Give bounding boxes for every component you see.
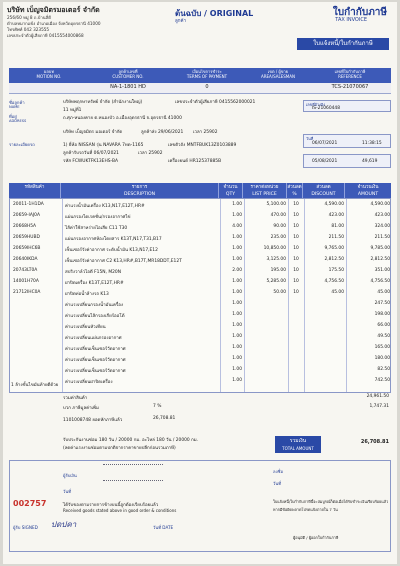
cell-desc: ไส้ค่าใช้สาหร่ายไอเสีย C11 T30 <box>65 226 128 231</box>
mileage: 49,619 <box>362 159 378 164</box>
col-header-code: รหัสสินค้า <box>9 183 61 198</box>
cell-code: 20659IHC6B <box>13 246 41 251</box>
cell-qty: 2.00 <box>232 268 242 273</box>
meta-header-cell: ลูกค้าเลขที่ CUSTOMER NO. <box>112 69 144 79</box>
cell-disc: 175.50 <box>328 268 344 273</box>
cell-desc: สปริงวาล์วไอดี F15N, M20N <box>65 270 121 275</box>
warranty-note-2: (ลดค่าแรงงานซ่อมตามปกติจากราคาขายปลีกก่อนรวมภาษี) <box>63 446 176 451</box>
cell-qty: 1.00 <box>232 345 242 350</box>
time-value: 11:38:15 <box>362 141 382 146</box>
cell-qty: 1.00 <box>232 257 242 262</box>
cell-code: 20668H5A <box>13 224 37 229</box>
cell-amt: 247.50 <box>374 301 390 306</box>
vehicle-vin: เลขตัวถัง MNTFBUK13Z0103889 <box>168 143 237 148</box>
invoice-page <box>3 2 397 564</box>
cell-amt: 351.00 <box>374 268 390 273</box>
service-date: ลูกค้ารับรถวันที่ 06/07/2021 <box>63 151 119 156</box>
col-header-description: รายการ DESCRIPTION <box>61 183 219 198</box>
tax-invoice-title: ใบกำกับภาษี <box>332 7 387 18</box>
cell-amt: 198.00 <box>374 312 390 317</box>
original-label: ต้นฉบับ / ORIGINAL <box>175 9 254 18</box>
cell-code: 20640IKDA <box>13 257 38 262</box>
cell-amt: 82.50 <box>377 367 390 372</box>
meta-header-cell: ผลบท MOTION NO. <box>36 69 62 79</box>
cell-pct: 10 <box>293 268 299 273</box>
items-table-header <box>9 183 391 198</box>
cell-desc: ฝาปิดท่อน้ำล้างรถ K13 <box>65 292 109 297</box>
customer-address-2: ถ.ศุภ-หนองคาย ต.หนองบัว อ.เมืองอุดรธานี จ.อุดรธานี 41000 <box>63 116 182 121</box>
cell-desc: ค่าแรงเปลี่ยนหัวเทียน <box>65 325 106 330</box>
vat-percent: 7 % <box>153 404 162 409</box>
cell-desc: ค่าแรงเปลี่ยนกรองน้ำมันเครื่อง <box>65 303 124 308</box>
reference-box <box>303 100 391 112</box>
meta-value-row <box>9 83 391 94</box>
cell-pct: 10 <box>293 213 299 218</box>
date2-label: วันที่ <box>273 481 281 486</box>
date-label: วันที่ <box>306 136 314 141</box>
cell-disc: 211.50 <box>328 235 344 240</box>
receiver-date-line <box>103 480 163 481</box>
cell-pct: 10 <box>293 224 299 229</box>
cell-code: 21712IHC0A <box>13 290 41 295</box>
cell-amt: 49.50 <box>377 334 390 339</box>
cell-qty: 1.00 <box>232 312 242 317</box>
subtotal-value: 24,961.50 <box>366 394 389 399</box>
cell-price: 5,285.00 <box>266 279 286 284</box>
copy-label: ใบแจ้งหนี้/ใบกำกับภาษี <box>297 38 389 50</box>
signature: ปดปคา <box>51 520 77 529</box>
receiver-line <box>103 464 163 465</box>
col-header-amount: จำนวนเงิน AMOUNT <box>357 185 379 197</box>
customer-address-label-en: ADDRESS <box>9 119 27 123</box>
meta-value: 0 <box>205 84 209 90</box>
cell-desc: ค่าแรงเปลี่ยนฝาปิดเครื่อง <box>65 380 113 385</box>
cell-disc: 4,756.50 <box>324 279 344 284</box>
net-code: 1101008748 ยอดหักภาษีแล้ว <box>63 418 123 423</box>
meta-header-bar <box>9 68 391 83</box>
signed-label: ผู้รับ SIGNED <box>13 525 38 530</box>
cell-code: 20011-1H1DA <box>13 202 44 207</box>
tax-invoice-title-en: TAX INVOICE <box>335 17 367 23</box>
receiver-label: ผู้รับเงิน <box>63 473 77 478</box>
cell-price: 50.00 <box>273 290 286 295</box>
dealer-time: เวลา 25902 <box>193 130 218 135</box>
cell-qty: 1.00 <box>232 290 242 295</box>
col-header-discount: ส่วนลด DISCOUNT <box>303 183 345 198</box>
meta-header-cell: เงื่อนไขการชำระ TERMS OF PAYMENT <box>186 69 228 79</box>
cell-pct: 10 <box>293 202 299 207</box>
engine-number: เครื่องยนต์ HR12537885B <box>168 159 222 164</box>
total-amount-value: 26,708.81 <box>360 439 389 445</box>
customer-address-1: 11 หมู่ที่1 <box>63 108 82 113</box>
vehicle-info: 1) ยี่ห้อ NISSAN รุ่น NAVARA 7ทด-1165 <box>63 143 144 148</box>
table-row <box>10 375 390 387</box>
cell-amt: 2,812.50 <box>370 257 390 262</box>
stamp-text: 1 ล้างขั้นไขมันท้ายดีด้วย <box>11 383 59 388</box>
cell-qty: 1.00 <box>232 301 242 306</box>
cell-qty: 1.00 <box>232 356 242 361</box>
cell-desc: เซ็นเซอร์รังค่าอากาศ ระดับน้ำมัน K13,N17,E12 <box>65 248 158 253</box>
cell-amt: 9,785.00 <box>370 246 390 251</box>
cell-qty: 1.00 <box>232 202 242 207</box>
document-number: 002757 <box>13 499 47 508</box>
col-header-pct: ส่วนลด % <box>287 185 302 197</box>
cell-disc: 9,765.00 <box>324 246 344 251</box>
right-note-2: หากมีข้อผิดพลาดโปรดแจ้งภายใน 7 วัน <box>273 507 338 512</box>
company-name: บริษัท เบ็ญจมิตรมอเตอร์ จำกัด <box>7 6 100 14</box>
cell-amt: 742.50 <box>374 378 390 383</box>
due-box <box>303 154 391 168</box>
company-tax-id: เลขประจำตัวผู้เสียภาษี 0415554000868 <box>7 33 84 38</box>
goods-note-en: Received goods stated above in good order & conditions <box>63 508 177 513</box>
cell-disc: 45.00 <box>331 290 344 295</box>
vat-value: 1,747.31 <box>369 404 389 409</box>
cell-disc: 4,590.00 <box>324 202 344 207</box>
reference-value: IS-21060448 <box>312 106 341 111</box>
cell-desc: ค่าแรงเปลี่ยนแผ่นกรองอากาศ <box>65 336 122 341</box>
cell-qty: 1.00 <box>232 246 242 251</box>
original-sublabel: ลูกค้า <box>175 19 187 24</box>
cell-qty: 1.00 <box>232 367 242 372</box>
service-time: เวลา 25902 <box>138 151 163 156</box>
stamp-label: ลงชื่อ <box>273 469 283 474</box>
cell-pct: 10 <box>293 257 299 262</box>
cell-desc: ฝาปิดเครื่อง K13T,E12T,HR# <box>65 281 124 286</box>
warranty-note-1: รับประกันงานซ่อม 180 วัน / 20000 กม. อะไหล่ 180 วัน / 20000 กม. <box>63 438 199 443</box>
company-address-1: 256/60 หมู่ 8 ถ.บ้านลี่ดี <box>7 15 51 20</box>
subtotal-label: รวมค่าสินค้า <box>63 396 88 401</box>
meta-header-cell: เขต / ผู้ขาย AREA/SALESMAN <box>261 69 295 79</box>
cell-desc: ค่าแรงเปลี่ยนเซ็นเซอร์วัดอากาศ <box>65 347 126 352</box>
signed-date-label: วันที่ DATE <box>153 525 174 530</box>
vat-label: บวก ภาษีมูลค่าเพิ่ม <box>63 406 99 411</box>
cell-code: 20743LT0A <box>13 268 38 273</box>
cell-desc: แผ่นกรองไดเรคชั่น/กรองอากาศไข่ <box>65 215 131 220</box>
customer-name-label: ชื่อลูกค้า <box>9 100 25 105</box>
meta-value: TCS-21070067 <box>331 84 369 90</box>
cell-price: 195.00 <box>270 268 286 273</box>
dealer-date: ลูกค้าส่ง 29/06/2021 <box>141 130 184 135</box>
cell-price: 470.00 <box>270 213 286 218</box>
col-header-qty: จำนวน QTY <box>219 183 243 198</box>
cell-pct: 10 <box>293 279 299 284</box>
cell-amt: 423.00 <box>374 213 390 218</box>
cell-price: 5,100.00 <box>266 202 286 207</box>
cell-qty: 1.00 <box>232 279 242 284</box>
cell-amt: 4,756.50 <box>370 279 390 284</box>
cell-disc: 2,812.50 <box>324 257 344 262</box>
cell-disc: 81.00 <box>331 224 344 229</box>
cell-qty: 1.00 <box>232 323 242 328</box>
cell-qty: 4.00 <box>232 224 242 229</box>
meta-value: NA-1-1801 HD <box>110 84 146 90</box>
company-address-2: ตำบลหมากแข้ง อำเภอเมือง จังหวัดอุดรธานี 41000 <box>7 21 101 26</box>
cell-price: 90.00 <box>273 224 286 229</box>
cell-price: 3,125.00 <box>266 257 286 262</box>
cell-amt: 165.00 <box>374 345 390 350</box>
cell-pct: 10 <box>293 290 299 295</box>
vehicle-label: รายละเอียดรถ <box>9 142 35 147</box>
company-phone: โทรศัพท์ 042 323555 <box>7 27 50 32</box>
cell-qty: 1.00 <box>232 235 242 240</box>
cell-desc: ค่าแรงน้ำมันเครื่อง K13,N17,E12T,HR# <box>65 204 145 209</box>
due-date: 05/08/2021 <box>312 159 338 164</box>
customer-tax-id: เลขประจำตัวผู้เสียภาษี 0415562000021 <box>175 100 256 105</box>
cell-code: 20659HUBD <box>13 235 40 240</box>
meta-header-cell: เลขที่ใบกำกับภาษี REFERENCE <box>334 69 366 79</box>
dealer-name: บริษัท เบ็ญจมิตร มอเตอร์ จำกัด <box>63 130 123 135</box>
engine-code: รหัส FCWUKTFK13EHS-BA <box>63 159 118 164</box>
cell-desc: แผ่นกรองอากาศห้องโดยสาร K13T,N17,T31,B17 <box>65 237 162 242</box>
net-value: 26,708.81 <box>153 416 176 421</box>
cell-desc: ค่าแรงเปลี่ยนเซ็นเซอร์วัดอากาศ <box>65 358 126 363</box>
cell-amt: 4,590.00 <box>370 202 390 207</box>
right-note-3: ผู้อนุมัติ / ผู้ออกใบกำกับภาษี <box>293 535 339 540</box>
customer-name: บริษัทพฤกษาทรัพย์ จำกัด (สำนักงานใหญ่) <box>63 100 143 105</box>
cell-pct: 10 <box>293 246 299 251</box>
cell-amt: 324.00 <box>374 224 390 229</box>
cell-amt: 45.00 <box>377 290 390 295</box>
cell-price: 235.00 <box>270 235 286 240</box>
cell-amt: 180.00 <box>374 356 390 361</box>
cell-desc: ค่าแรงเปลี่ยนไส้กรองเกียร์ออโต้ <box>65 314 125 319</box>
cell-qty: 1.00 <box>232 334 242 339</box>
cell-code: 20659-IAJ0A <box>13 213 40 218</box>
cell-code: 14001H70A <box>13 279 39 284</box>
date-value: 06/07/2021 <box>312 141 338 146</box>
cell-price: 10,850.00 <box>263 246 286 251</box>
col-header-price: ราคาต่อหน่วย LIST PRICE <box>243 183 287 198</box>
cell-qty: 1.00 <box>232 213 242 218</box>
reference-label: เลขที่อ้างอิง <box>306 102 326 107</box>
goods-note-th: ได้รับของตามรายการข้างบนนี้ถูกต้องเรียบร้อยแล้ว <box>63 503 159 508</box>
cell-disc: 423.00 <box>328 213 344 218</box>
items-table-body <box>9 198 391 393</box>
total-amount-label: รวมเงิน TOTAL AMOUNT <box>275 436 321 453</box>
date-box <box>303 134 391 148</box>
customer-address-label: ที่อยู่ <box>9 114 17 119</box>
receiver-date-label: วันที่ <box>63 489 71 494</box>
cell-desc: เซ็นเซอร์รังค่าอากาศ C2 K13,HR#,B17T,MR18DDT,E12T <box>65 259 182 264</box>
cell-pct: 10 <box>293 235 299 240</box>
cell-qty: 1.00 <box>232 378 242 383</box>
cell-amt: 66.00 <box>377 323 390 328</box>
cell-amt: 211.50 <box>374 235 390 240</box>
cell-desc: ค่าแรงเปลี่ยนเซ็นเซอร์วัดอากาศ <box>65 369 126 374</box>
customer-name-label-en: NAME <box>9 105 20 109</box>
right-note-1: ใบแจ้งหนี้/ใบกำกับภาษีนี้จะสมบูรณ์ก็ต่อเมื่อได้รับชำระเงินเรียบร้อยแล้ว <box>273 499 389 504</box>
